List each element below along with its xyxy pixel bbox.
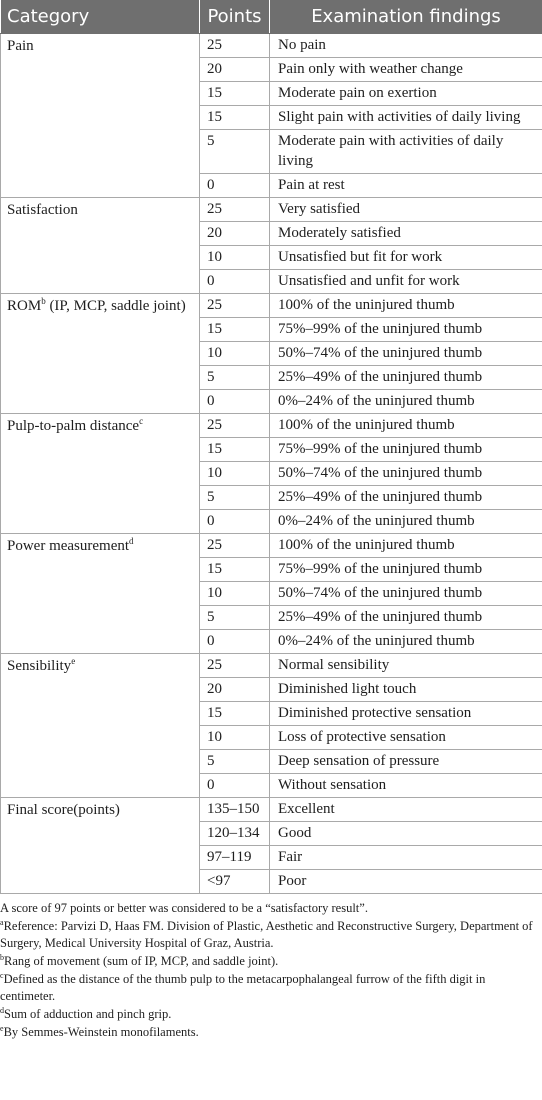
points-cell: 25 — [200, 294, 270, 318]
category-label-rest: (IP, MCP, saddle joint) — [45, 298, 186, 314]
finding-cell: Deep sensation of pressure — [270, 750, 542, 774]
finding-cell: 0%–24% of the uninjured thumb — [270, 390, 542, 414]
footnote — [0, 971, 542, 1005]
points-cell: 20 — [200, 222, 270, 246]
points-cell: 10 — [200, 342, 270, 366]
footnote-mark: d — [0, 1006, 4, 1015]
points-cell: 25 — [200, 414, 270, 438]
table-header-row — [1, 0, 542, 34]
footnote-mark: b — [0, 953, 4, 962]
points-cell: 25 — [200, 654, 270, 678]
finding-cell: Fair — [270, 846, 542, 870]
category-cell — [1, 414, 200, 534]
table-row — [1, 654, 542, 678]
points-cell: 0 — [200, 774, 270, 798]
points-cell: 97–119 — [200, 846, 270, 870]
footnote-text: A score of 97 points or better was considered to be a “satisfactory result”. — [0, 901, 368, 915]
points-cell: 5 — [200, 366, 270, 390]
points-cell: 5 — [200, 486, 270, 510]
points-cell: 10 — [200, 462, 270, 486]
points-cell: 15 — [200, 558, 270, 582]
finding-cell: Moderate pain with activities of daily living — [270, 130, 542, 174]
category-cell — [1, 654, 200, 798]
finding-cell: 100% of the uninjured thumb — [270, 294, 542, 318]
footnote-text: Defined as the distance of the thumb pulp to the metacarpophalangeal furrow of the fifth digit in centimeter. — [0, 972, 486, 1003]
finding-cell: 25%–49% of the uninjured thumb — [270, 486, 542, 510]
category-label: Pulp-to-palm distance — [7, 418, 140, 434]
footnote — [0, 953, 542, 970]
points-cell: 25 — [200, 534, 270, 558]
footnote — [0, 900, 542, 917]
points-cell: 20 — [200, 58, 270, 82]
category-label: Sensibility — [7, 658, 72, 674]
finding-cell: 75%–99% of the uninjured thumb — [270, 438, 542, 462]
table-footnotes — [0, 894, 542, 1041]
finding-cell: Moderately satisfied — [270, 222, 542, 246]
category-cell — [1, 34, 200, 198]
points-cell: 120–134 — [200, 822, 270, 846]
finding-cell: Pain only with weather change — [270, 58, 542, 82]
finding-cell: Slight pain with activities of daily living — [270, 106, 542, 130]
category-cell — [1, 798, 200, 894]
points-cell: 20 — [200, 678, 270, 702]
footnote — [0, 918, 542, 952]
table-row — [1, 198, 542, 222]
points-cell: 0 — [200, 630, 270, 654]
finding-cell: Diminished protective sensation — [270, 702, 542, 726]
finding-cell: Unsatisfied but fit for work — [270, 246, 542, 270]
points-cell: 5 — [200, 606, 270, 630]
finding-cell: 75%–99% of the uninjured thumb — [270, 318, 542, 342]
footnote — [0, 1024, 542, 1041]
finding-cell: Poor — [270, 870, 542, 894]
points-cell: 15 — [200, 82, 270, 106]
category-label: Power measurement — [7, 538, 130, 554]
header-points: Points — [200, 0, 270, 34]
footnote-marker: d — [129, 536, 134, 546]
category-cell — [1, 534, 200, 654]
table-row — [1, 414, 542, 438]
points-cell: 0 — [200, 174, 270, 198]
finding-cell: Good — [270, 822, 542, 846]
category-label: Final score(points) — [7, 802, 120, 818]
category-label: Satisfaction — [7, 202, 78, 218]
finding-cell: Very satisfied — [270, 198, 542, 222]
category-cell — [1, 198, 200, 294]
table-row — [1, 798, 542, 822]
points-cell: 0 — [200, 270, 270, 294]
footnote-text: Reference: Parvizi D, Haas FM. Division of Plastic, Aesthetic and Reconstructive Surgery, Department of Surgery, Medical University Hospital of Graz, Austria. — [0, 919, 533, 950]
footnote-mark: e — [0, 1024, 4, 1033]
points-cell: 135–150 — [200, 798, 270, 822]
finding-cell: Diminished light touch — [270, 678, 542, 702]
footnote-text: By Semmes-Weinstein monofilaments. — [3, 1025, 199, 1039]
points-cell: 0 — [200, 510, 270, 534]
points-cell: 5 — [200, 750, 270, 774]
points-cell: 10 — [200, 582, 270, 606]
table-row — [1, 34, 542, 58]
finding-cell: Excellent — [270, 798, 542, 822]
footnote-marker: c — [139, 416, 144, 426]
table-row — [1, 534, 542, 558]
finding-cell: 50%–74% of the uninjured thumb — [270, 582, 542, 606]
finding-cell: No pain — [270, 34, 542, 58]
points-cell: 15 — [200, 106, 270, 130]
footnote-mark: a — [0, 918, 4, 927]
finding-cell: 50%–74% of the uninjured thumb — [270, 342, 542, 366]
points-cell: 25 — [200, 34, 270, 58]
category-label: Pain — [7, 38, 34, 54]
points-cell: 0 — [200, 390, 270, 414]
points-cell: 10 — [200, 726, 270, 750]
points-cell: 25 — [200, 198, 270, 222]
finding-cell: 100% of the uninjured thumb — [270, 414, 542, 438]
finding-cell: 25%–49% of the uninjured thumb — [270, 606, 542, 630]
finding-cell: Normal sensibility — [270, 654, 542, 678]
table-row — [1, 294, 542, 318]
category-cell — [1, 294, 200, 414]
finding-cell: Unsatisfied and unfit for work — [270, 270, 542, 294]
finding-cell: Loss of protective sensation — [270, 726, 542, 750]
finding-cell: 50%–74% of the uninjured thumb — [270, 462, 542, 486]
finding-cell: Moderate pain on exertion — [270, 82, 542, 106]
points-cell: 15 — [200, 438, 270, 462]
table-body — [1, 34, 542, 894]
points-cell: 15 — [200, 318, 270, 342]
footnote-mark: c — [0, 971, 4, 980]
points-cell: <97 — [200, 870, 270, 894]
finding-cell: Pain at rest — [270, 174, 542, 198]
footnote — [0, 1006, 542, 1023]
header-findings: Examination findings — [270, 0, 542, 34]
finding-cell: 0%–24% of the uninjured thumb — [270, 630, 542, 654]
footnote-text: Rang of movement (sum of IP, MCP, and saddle joint). — [4, 954, 279, 968]
points-cell: 15 — [200, 702, 270, 726]
footnote-text: Sum of adduction and pinch grip. — [4, 1007, 172, 1021]
footnote-marker: e — [71, 656, 76, 666]
finding-cell: 25%–49% of the uninjured thumb — [270, 366, 542, 390]
header-category: Category — [1, 0, 200, 34]
category-label: ROM — [7, 298, 42, 314]
finding-cell: Without sensation — [270, 774, 542, 798]
footnote-marker: b — [41, 296, 46, 306]
finding-cell: 75%–99% of the uninjured thumb — [270, 558, 542, 582]
finding-cell: 0%–24% of the uninjured thumb — [270, 510, 542, 534]
points-cell: 5 — [200, 130, 270, 174]
points-cell: 10 — [200, 246, 270, 270]
finding-cell: 100% of the uninjured thumb — [270, 534, 542, 558]
